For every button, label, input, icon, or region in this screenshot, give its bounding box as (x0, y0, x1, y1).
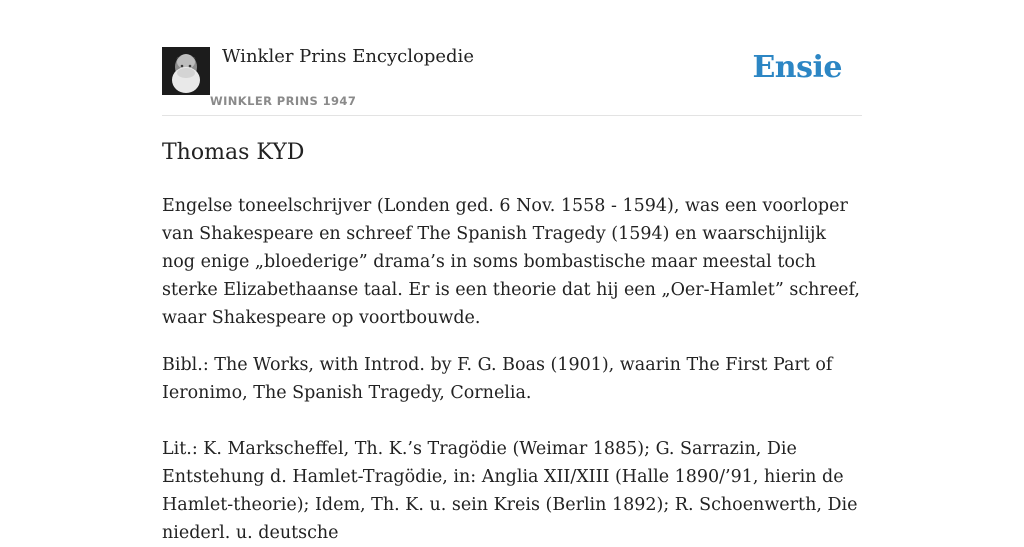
article-title: Thomas KYD (162, 140, 305, 165)
article-body (162, 192, 862, 547)
bearded-man-portrait-icon[interactable] (162, 47, 210, 95)
edition-label: WINKLER PRINS 1947 (210, 94, 357, 108)
article-paragraph: Engelse toneelschrijver (Londen ged. 6 Nov. 1558 - 1594), was een voorloper van Shakespeare en schreef The Spanish Tragedy (1594) en waarschijnlijk nog enige „bloederige” drama’s in soms bombastische maar meestal toch sterke Elizabethaanse taal. Er is een theorie dat hij een „Oer-Hamlet” schreef, waar Shakespeare op voortbouwde. (162, 196, 860, 328)
literature-paragraph: Lit.: K. Markscheffel, Th. K.’s Tragödie (Weimar 1885); G. Sarrazin, Die Entstehung d. Hamlet-Tragödie, in: Anglia XII/XIII (Halle 1890/’91, hierin de Hamlet-theorie); Idem, Th. K. u. sein Kreis (Berlin 1892); R. Schoenwerth, Die niederl. u. deutsche (162, 439, 858, 543)
bibliography-paragraph: Bibl.: The Works, with Introd. by F. G. Boas (1901), waarin The First Part of Ieronimo, The Spanish Tragedy, Cornelia. (162, 355, 833, 403)
page (162, 0, 862, 543)
ensie-logo-link[interactable]: Ensie (752, 50, 842, 85)
site-header (162, 0, 862, 116)
site-name-link[interactable]: Winkler Prins Encyclopedie (222, 46, 474, 67)
